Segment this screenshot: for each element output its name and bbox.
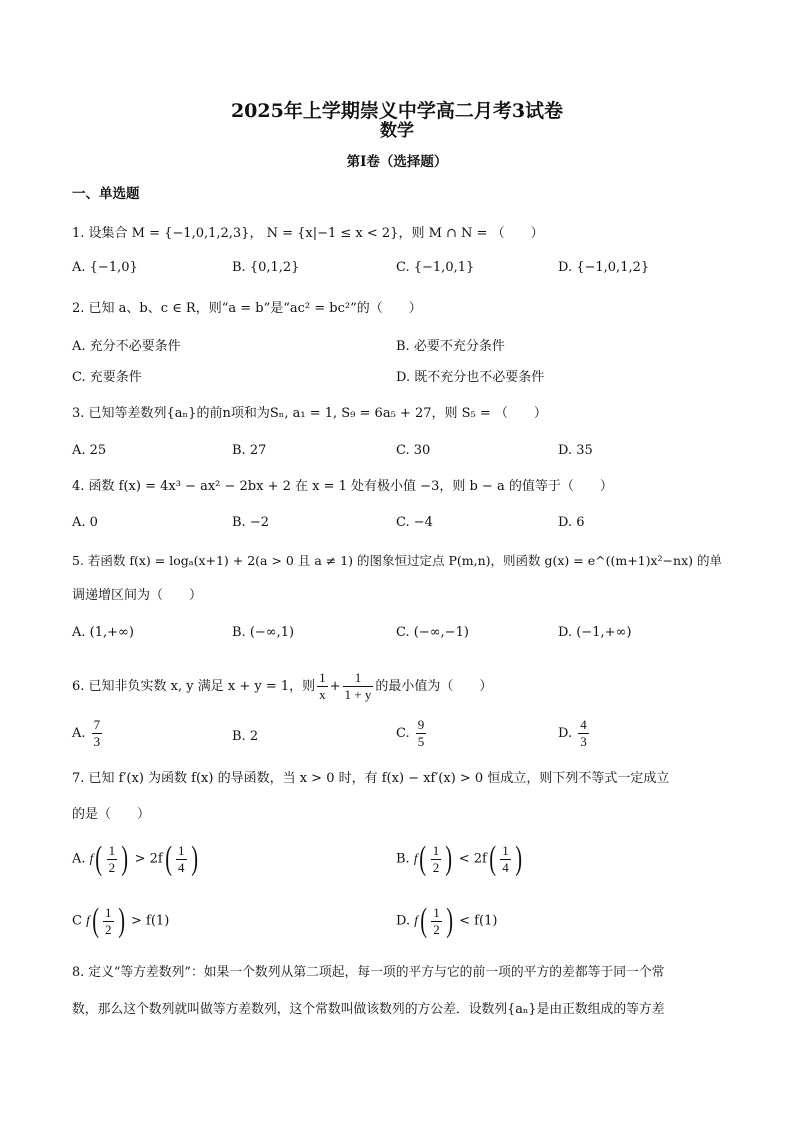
question-7-option-c: C f( $\frac{1}{2}$ ) > f(1) — [72, 902, 170, 939]
question-6-option-d: D. $\frac{4}{3}$ — [558, 717, 587, 749]
question-7-stem-line1: 7. 已知 f′(x) 为函数 f(x) 的导函数，当 x > 0 时，有 f(x) − xf′(x) > 0 恒成立，则下列不等式一定成立 — [72, 771, 670, 786]
question-1-option-a: A. {−1,0} — [72, 260, 138, 275]
fraction: $\frac{1}{1 + y}$ — [344, 670, 372, 702]
question-6-stem: 6. 已知非负实数 x, y 满足 x + y = 1，则 $\frac{1}{x}$ + $\frac{1}{1 + y}$ 的最小值为（ ） — [72, 670, 493, 702]
question-5-option-d: D. (−1,+∞) — [558, 625, 632, 640]
question-7-option-a: A. f( $\frac{1}{2}$ ) > 2f( $\frac{1}{4}$ ) — [72, 840, 198, 877]
question-4-stem: 4. 函数 f(x) = 4x³ − ax² − 2bx + 2 在 x = 1 处有极小值 −3，则 b − a 的值等于（ ） — [72, 479, 613, 494]
question-7-option-b: B. f( $\frac{1}{2}$ ) < 2f( $\frac{1}{4}$ ) — [396, 840, 522, 877]
question-6-stem-post: 的最小值为（ ） — [375, 679, 493, 694]
question-1-option-b: B. {0,1,2} — [232, 260, 300, 275]
question-2-stem: 2. 已知 a、b、c ∈ R，则“a = b”是“ac² = bc²”的（ ） — [72, 301, 422, 316]
question-1-option-d: D. {−1,0,1,2} — [558, 260, 650, 275]
volume-title: 第I卷（选择题） — [346, 154, 448, 170]
question-1-stem: 1. 设集合 M = {−1,0,1,2,3}， N = {x|−1 ≤ x < 2}，则 M ∩ N = （ ） — [72, 226, 544, 241]
question-7-stem-line2: 的是（ ） — [72, 807, 151, 822]
question-4-option-c: C. −4 — [396, 515, 433, 530]
question-6-stem-pre: 6. 已知非负实数 x, y 满足 x + y = 1，则 — [72, 679, 316, 694]
question-5-option-b: B. (−∞,1) — [232, 625, 295, 640]
question-6-option-b: B. 2 — [232, 729, 259, 744]
question-2-option-c: C. 充要条件 — [72, 370, 142, 385]
question-4-option-a: A. 0 — [72, 515, 98, 530]
question-2-option-d: D. 既不充分也不必要条件 — [396, 370, 545, 385]
section-heading: 一、单选题 — [72, 186, 140, 202]
question-5-stem-line1: 5. 若函数 f(x) = logₐ(x+1) + 2(a > 0 且 a ≠ 1) 的图象恒过定点 P(m,n)，则函数 g(x) = e^((m+1)x²−nx) 的单 — [72, 553, 722, 568]
question-2-option-b: B. 必要不充分条件 — [396, 339, 505, 354]
question-4-option-b: B. −2 — [232, 515, 269, 530]
question-6-option-c: C. $\frac{9}{5}$ — [396, 717, 425, 749]
question-3-option-d: D. 35 — [558, 443, 593, 458]
subject-title: 数学 — [380, 121, 414, 141]
question-6-option-a: A. $\frac{7}{3}$ — [72, 717, 101, 749]
exam-title: 2025年上学期崇义中学高二月考3试卷 — [230, 100, 564, 122]
question-8-stem-line1: 8. 定义“等方差数列”：如果一个数列从第二项起，每一项的平方与它的前一项的平方的差都等于同一个常 — [72, 965, 665, 980]
question-7-option-d: D. f( $\frac{1}{2}$ ) < f(1) — [396, 902, 498, 939]
question-5-option-a: A. (1,+∞) — [72, 625, 134, 640]
question-3-option-c: C. 30 — [396, 443, 431, 458]
question-5-option-c: C. (−∞,−1) — [396, 625, 469, 640]
question-3-option-a: A. 25 — [72, 443, 107, 458]
question-4-option-d: D. 6 — [558, 515, 585, 530]
question-1-option-c: C. {−1,0,1} — [396, 260, 475, 275]
question-8-stem-line2: 数，那么这个数列就叫做等方差数列，这个常数叫做该数列的方公差．设数列{aₙ}是由正数组成的等方差 — [72, 1002, 665, 1017]
question-3-stem: 3. 已知等差数列{aₙ}的前n项和为Sₙ, a₁ = 1, S₉ = 6a₅ + 27，则 S₅ = （ ） — [72, 406, 547, 421]
fraction: $\frac{1}{x}$ — [319, 670, 326, 702]
question-5-stem-line2: 调递增区间为（ ） — [72, 588, 203, 603]
question-3-option-b: B. 27 — [232, 443, 267, 458]
question-2-option-a: A. 充分不必要条件 — [72, 339, 181, 354]
